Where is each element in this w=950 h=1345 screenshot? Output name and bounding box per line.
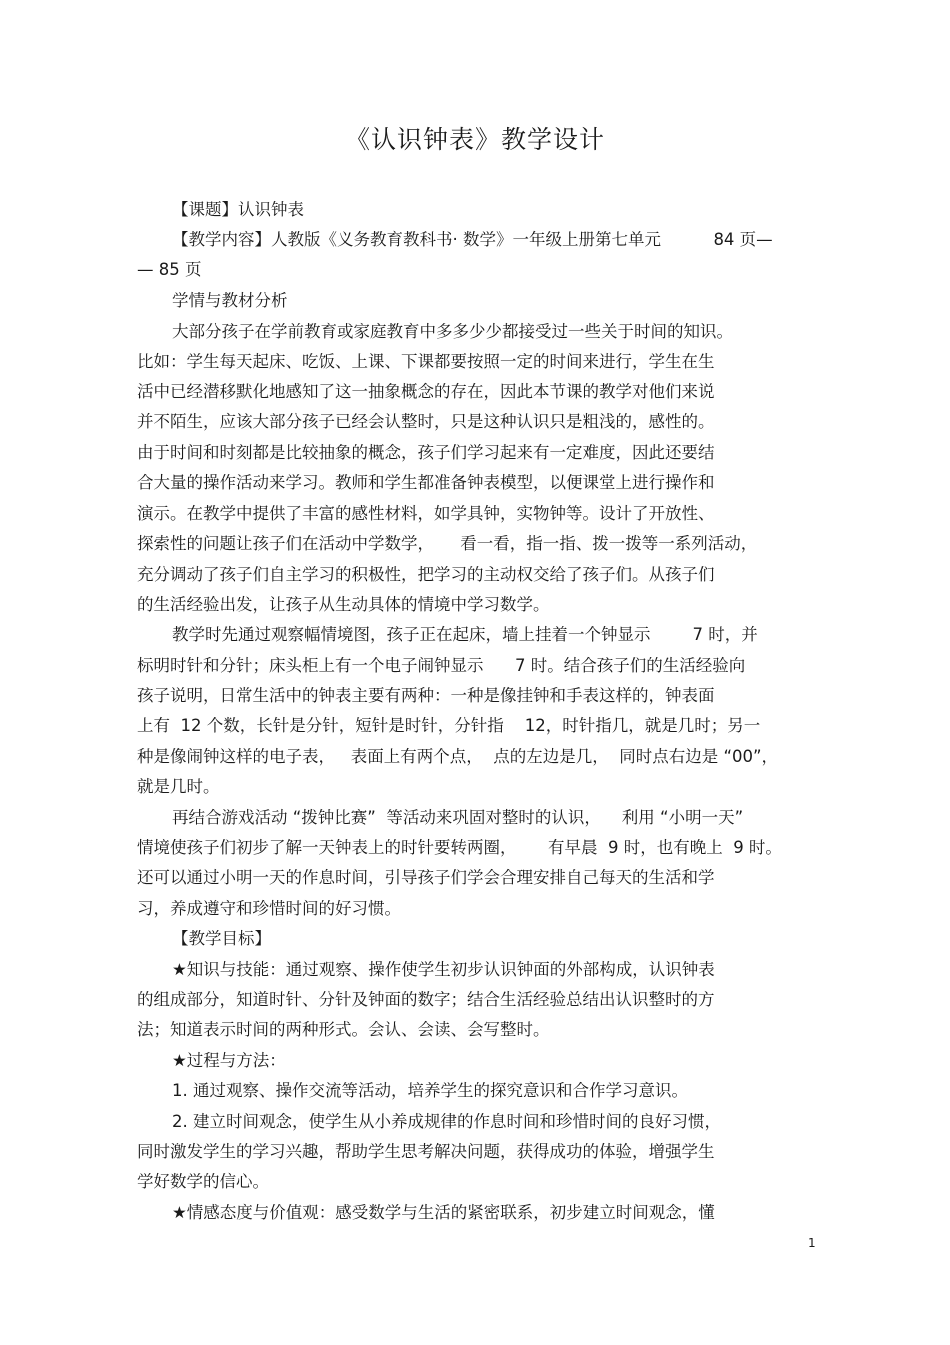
text-line: 学好数学的信心。 (137, 1172, 269, 1191)
text-line: 的组成部分，知道时针、分针及钟面的数字；结合生活经验总结出认识整时的方 (137, 990, 715, 1009)
page-number: 1 (808, 1236, 816, 1250)
text-line: 还可以通过小明一天的作息时间，引导孩子们学会合理安排自己每天的生活和学 (137, 868, 715, 887)
text-line: ★情感态度与价值观：感受数学与生活的紧密联系，初步建立时间观念，懂 (172, 1203, 715, 1222)
text-line: 上有 12 个数，长针是分针，短针是时针，分针指 12，时针指几，就是几时；另一 (137, 716, 761, 735)
text-line: — 85 页 (137, 260, 202, 279)
text-line: 1. 通过观察、操作交流等活动，培养学生的探究意识和合作学习意识。 (172, 1081, 688, 1100)
text-line: 活中已经潜移默化地感知了这一抽象概念的存在，因此本节课的教学对他们来说 (137, 382, 715, 401)
text-line: 合大量的操作活动来学习。教师和学生都准备钟表模型，以便课堂上进行操作和 (137, 473, 715, 492)
section-heading: 【教学目标】 (172, 929, 271, 948)
text-line: 情境使孩子们初步了解一天钟表上的时针要转两圈， 有早晨 9 时，也有晚上 9 时。 (137, 838, 782, 857)
text-line: 探索性的问题让孩子们在活动中学数学， 看一看，指一指、拨一拨等一系列活动， (137, 534, 758, 553)
text-line: 标明时针和分针；床头柜上有一个电子闹钟显示 7 时。结合孩子们的生活经验向 (137, 656, 746, 675)
text-line: 种是像闹钟这样的电子表， 表面上有两个点， 点的左边是几， 同时点右边是 “00”， (137, 747, 779, 766)
text-line: 习，养成遵守和珍惜时间的好习惯。 (137, 899, 401, 918)
text-line: 孩子说明，日常生活中的钟表主要有两种：一种是像挂钟和手表这样的，钟表面 (137, 686, 715, 705)
text-line: 教学时先通过观察幅情境图，孩子正在起床，墙上挂着一个钟显示 7 时，并 (172, 625, 758, 644)
text-line: ★知识与技能：通过观察、操作使学生初步认识钟面的外部构成，认识钟表 (172, 960, 715, 979)
text-line: 【教学内容】人教版《义务教育教科书· 数学》一年级上册第七单元 84 页— (172, 230, 773, 249)
text-line: 演示。在教学中提供了丰富的感性材料，如学具钟，实物钟等。设计了开放性、 (137, 504, 715, 523)
text-line: 充分调动了孩子们自主学习的积极性，把学习的主动权交给了孩子们。从孩子们 (137, 565, 715, 584)
text-line: 同时激发学生的学习兴趣，帮助学生思考解决问题，获得成功的体验，增强学生 (137, 1142, 715, 1161)
text-line: 2. 建立时间观念，使学生从小养成规律的作息时间和珍惜时间的良好习惯， (172, 1112, 721, 1131)
text-line: 法；知道表示时间的两种形式。会认、会读、会写整时。 (137, 1020, 550, 1039)
text-line: ★过程与方法： (172, 1051, 286, 1070)
document-title: 《认识钟表》教学设计 (344, 125, 605, 154)
text-line: 就是几时。 (137, 777, 220, 796)
text-line: 大部分孩子在学前教育或家庭教育中多多少少都接受过一些关于时间的知识。 (172, 322, 733, 341)
text-line: 由于时间和时刻都是比较抽象的概念，孩子们学习起来有一定难度，因此还要结 (137, 443, 715, 462)
text-line: 【课题】认识钟表 (172, 200, 304, 219)
text-line: 比如：学生每天起床、吃饭、上课、下课都要按照一定的时间来进行，学生在生 (137, 352, 715, 371)
text-line: 的生活经验出发，让孩子从生动具体的情境中学习数学。 (137, 595, 550, 614)
section-heading: 学情与教材分析 (172, 291, 288, 310)
text-line: 并不陌生，应该大部分孩子已经会认整时，只是这种认识只是粗浅的，感性的。 (137, 412, 715, 431)
text-line: 再结合游戏活动 “拨钟比赛” 等活动来巩固对整时的认识， 利用 “小明一天” (172, 808, 744, 827)
